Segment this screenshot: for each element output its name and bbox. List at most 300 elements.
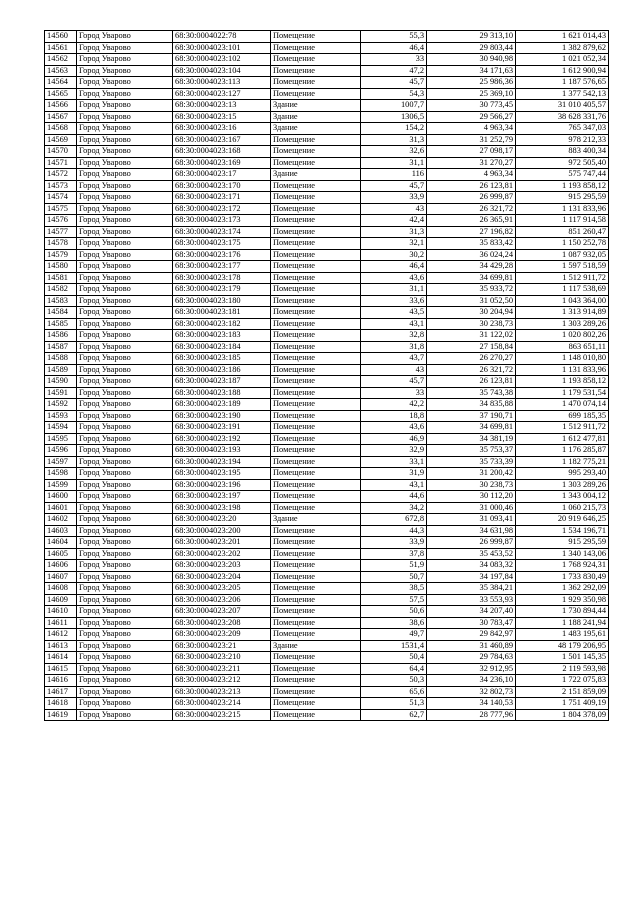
- cadastral-value-cell: 1 021 052,34: [516, 54, 609, 66]
- table-row: [45, 698, 609, 710]
- area-cell: 54,3: [361, 88, 427, 100]
- unit-value-cell: 34 197,84: [427, 571, 516, 583]
- area-cell: 31,1: [361, 157, 427, 169]
- cadastral-value-cell: 48 179 206,95: [516, 640, 609, 652]
- cadastral-value-cell: 20 919 646,25: [516, 514, 609, 526]
- cadastral-number-cell: 68:30:0004023:171: [173, 192, 271, 204]
- unit-value-cell: 4 963,34: [427, 123, 516, 135]
- locality-cell: Город Уварово: [77, 663, 173, 675]
- locality-cell: Город Уварово: [77, 226, 173, 238]
- cadastral-number-cell: 68:30:0004023:102: [173, 54, 271, 66]
- area-cell: 43: [361, 364, 427, 376]
- table-row: [45, 491, 609, 503]
- object-type-cell: Помещение: [271, 42, 361, 54]
- row-number-cell: 14593: [45, 410, 77, 422]
- cadastral-value-cell: 1 131 833,96: [516, 203, 609, 215]
- unit-value-cell: 30 204,94: [427, 307, 516, 319]
- unit-value-cell: 26 999,87: [427, 192, 516, 204]
- object-type-cell: Помещение: [271, 491, 361, 503]
- locality-cell: Город Уварово: [77, 180, 173, 192]
- unit-value-cell: 30 238,73: [427, 318, 516, 330]
- cadastral-value-cell: 1 179 531,54: [516, 387, 609, 399]
- table-row: [45, 180, 609, 192]
- area-cell: 51,3: [361, 698, 427, 710]
- unit-value-cell: 30 773,45: [427, 100, 516, 112]
- object-type-cell: Помещение: [271, 364, 361, 376]
- unit-value-cell: 34 236,10: [427, 675, 516, 687]
- locality-cell: Город Уварово: [77, 77, 173, 89]
- row-number-cell: 14611: [45, 617, 77, 629]
- row-number-cell: 14584: [45, 307, 77, 319]
- table-row: [45, 330, 609, 342]
- table-row: [45, 88, 609, 100]
- cadastral-number-cell: 68:30:0004023:172: [173, 203, 271, 215]
- unit-value-cell: 35 933,72: [427, 284, 516, 296]
- locality-cell: Город Уварово: [77, 514, 173, 526]
- object-type-cell: Помещение: [271, 468, 361, 480]
- unit-value-cell: 31 052,50: [427, 295, 516, 307]
- cadastral-value-cell: 1 512 911,72: [516, 272, 609, 284]
- locality-cell: Город Уварово: [77, 502, 173, 514]
- cadastral-number-cell: 68:30:0004023:184: [173, 341, 271, 353]
- cadastral-number-cell: 68:30:0004023:104: [173, 65, 271, 77]
- area-cell: 45,7: [361, 77, 427, 89]
- object-type-cell: Помещение: [271, 203, 361, 215]
- object-type-cell: Помещение: [271, 180, 361, 192]
- object-type-cell: Помещение: [271, 330, 361, 342]
- locality-cell: Город Уварово: [77, 594, 173, 606]
- locality-cell: Город Уварово: [77, 42, 173, 54]
- area-cell: 38,6: [361, 617, 427, 629]
- row-number-cell: 14579: [45, 249, 77, 261]
- locality-cell: Город Уварово: [77, 560, 173, 572]
- row-number-cell: 14575: [45, 203, 77, 215]
- unit-value-cell: 34 207,40: [427, 606, 516, 618]
- area-cell: 43,1: [361, 318, 427, 330]
- table-row: [45, 364, 609, 376]
- cadastral-value-cell: 1 087 932,05: [516, 249, 609, 261]
- locality-cell: Город Уварово: [77, 675, 173, 687]
- object-type-cell: Здание: [271, 100, 361, 112]
- locality-cell: Город Уварово: [77, 341, 173, 353]
- locality-cell: Город Уварово: [77, 249, 173, 261]
- table-row: [45, 617, 609, 629]
- object-type-cell: Помещение: [271, 583, 361, 595]
- row-number-cell: 14607: [45, 571, 77, 583]
- cadastral-value-cell: 1 303 289,26: [516, 318, 609, 330]
- object-type-cell: Помещение: [271, 433, 361, 445]
- unit-value-cell: 29 803,44: [427, 42, 516, 54]
- unit-value-cell: 27 158,84: [427, 341, 516, 353]
- unit-value-cell: 34 429,28: [427, 261, 516, 273]
- object-type-cell: Помещение: [271, 560, 361, 572]
- locality-cell: Город Уварово: [77, 284, 173, 296]
- locality-cell: Город Уварово: [77, 640, 173, 652]
- locality-cell: Город Уварово: [77, 571, 173, 583]
- table-row: [45, 226, 609, 238]
- unit-value-cell: 26 365,91: [427, 215, 516, 227]
- row-number-cell: 14613: [45, 640, 77, 652]
- locality-cell: Город Уварово: [77, 629, 173, 641]
- locality-cell: Город Уварово: [77, 31, 173, 43]
- object-type-cell: Здание: [271, 640, 361, 652]
- area-cell: 50,4: [361, 652, 427, 664]
- area-cell: 31,3: [361, 226, 427, 238]
- unit-value-cell: 32 912,95: [427, 663, 516, 675]
- row-number-cell: 14596: [45, 445, 77, 457]
- table-row: [45, 157, 609, 169]
- cadastral-value-cell: 1 131 833,96: [516, 364, 609, 376]
- area-cell: 33: [361, 387, 427, 399]
- unit-value-cell: 34 835,88: [427, 399, 516, 411]
- table-row: [45, 709, 609, 721]
- cadastral-value-cell: 1 020 802,26: [516, 330, 609, 342]
- object-type-cell: Помещение: [271, 318, 361, 330]
- row-number-cell: 14577: [45, 226, 77, 238]
- locality-cell: Город Уварово: [77, 617, 173, 629]
- row-number-cell: 14564: [45, 77, 77, 89]
- cadastral-value-cell: 1 929 350,98: [516, 594, 609, 606]
- locality-cell: Город Уварово: [77, 433, 173, 445]
- row-number-cell: 14562: [45, 54, 77, 66]
- cadastral-number-cell: 68:30:0004023:173: [173, 215, 271, 227]
- table-row: [45, 525, 609, 537]
- area-cell: 50,7: [361, 571, 427, 583]
- cadastral-number-cell: 68:30:0004023:16: [173, 123, 271, 135]
- object-type-cell: Помещение: [271, 307, 361, 319]
- unit-value-cell: 31 270,27: [427, 157, 516, 169]
- locality-cell: Город Уварово: [77, 686, 173, 698]
- area-cell: 1531,4: [361, 640, 427, 652]
- unit-value-cell: 28 777,96: [427, 709, 516, 721]
- object-type-cell: Помещение: [271, 537, 361, 549]
- row-number-cell: 14589: [45, 364, 77, 376]
- object-type-cell: Здание: [271, 111, 361, 123]
- object-type-cell: Помещение: [271, 226, 361, 238]
- cadastral-value-cell: 1 362 292,09: [516, 583, 609, 595]
- unit-value-cell: 31 093,41: [427, 514, 516, 526]
- locality-cell: Город Уварово: [77, 698, 173, 710]
- row-number-cell: 14601: [45, 502, 77, 514]
- area-cell: 32,1: [361, 238, 427, 250]
- cadastral-number-cell: 68:30:0004023:177: [173, 261, 271, 273]
- area-cell: 43,5: [361, 307, 427, 319]
- row-number-cell: 14608: [45, 583, 77, 595]
- object-type-cell: Помещение: [271, 215, 361, 227]
- table-row: [45, 502, 609, 514]
- table-row: [45, 445, 609, 457]
- row-number-cell: 14583: [45, 295, 77, 307]
- object-type-cell: Помещение: [271, 410, 361, 422]
- locality-cell: Город Уварово: [77, 468, 173, 480]
- object-type-cell: Здание: [271, 123, 361, 135]
- area-cell: 1007,7: [361, 100, 427, 112]
- table-row: [45, 238, 609, 250]
- object-type-cell: Помещение: [271, 663, 361, 675]
- locality-cell: Город Уварово: [77, 111, 173, 123]
- cadastral-number-cell: 68:30:0004023:209: [173, 629, 271, 641]
- table-row: [45, 571, 609, 583]
- row-number-cell: 14585: [45, 318, 77, 330]
- object-type-cell: Помещение: [271, 571, 361, 583]
- object-type-cell: Помещение: [271, 675, 361, 687]
- table-row: [45, 31, 609, 43]
- locality-cell: Город Уварово: [77, 123, 173, 135]
- object-type-cell: Помещение: [271, 146, 361, 158]
- table-row: [45, 399, 609, 411]
- cadastral-number-cell: 68:30:0004023:211: [173, 663, 271, 675]
- row-number-cell: 14569: [45, 134, 77, 146]
- locality-cell: Город Уварово: [77, 192, 173, 204]
- cadastral-value-cell: 1 612 900,94: [516, 65, 609, 77]
- unit-value-cell: 29 784,63: [427, 652, 516, 664]
- table-row: [45, 686, 609, 698]
- row-number-cell: 14576: [45, 215, 77, 227]
- cadastral-number-cell: 68:30:0004023:208: [173, 617, 271, 629]
- cadastral-value-cell: 2 119 593,98: [516, 663, 609, 675]
- cadastral-number-cell: 68:30:0004023:205: [173, 583, 271, 595]
- object-type-cell: Помещение: [271, 399, 361, 411]
- locality-cell: Город Уварово: [77, 445, 173, 457]
- unit-value-cell: 35 384,21: [427, 583, 516, 595]
- object-type-cell: Помещение: [271, 502, 361, 514]
- cadastral-number-cell: 68:30:0004023:188: [173, 387, 271, 399]
- row-number-cell: 14586: [45, 330, 77, 342]
- row-number-cell: 14568: [45, 123, 77, 135]
- unit-value-cell: 4 963,34: [427, 169, 516, 181]
- unit-value-cell: 27 196,82: [427, 226, 516, 238]
- object-type-cell: Помещение: [271, 525, 361, 537]
- cadastral-value-cell: 2 151 859,09: [516, 686, 609, 698]
- cadastral-value-cell: 1 176 285,87: [516, 445, 609, 457]
- object-type-cell: Здание: [271, 169, 361, 181]
- table-row: [45, 606, 609, 618]
- area-cell: 31,9: [361, 468, 427, 480]
- area-cell: 33,6: [361, 295, 427, 307]
- object-type-cell: Помещение: [271, 606, 361, 618]
- row-number-cell: 14610: [45, 606, 77, 618]
- row-number-cell: 14597: [45, 456, 77, 468]
- cadastral-number-cell: 68:30:0004023:215: [173, 709, 271, 721]
- row-number-cell: 14566: [45, 100, 77, 112]
- area-cell: 55,3: [361, 31, 427, 43]
- area-cell: 672,8: [361, 514, 427, 526]
- object-type-cell: Помещение: [271, 272, 361, 284]
- unit-value-cell: 35 833,42: [427, 238, 516, 250]
- locality-cell: Город Уварово: [77, 307, 173, 319]
- locality-cell: Город Уварово: [77, 100, 173, 112]
- object-type-cell: Помещение: [271, 456, 361, 468]
- table-row: [45, 111, 609, 123]
- area-cell: 64,4: [361, 663, 427, 675]
- cadastral-number-cell: 68:30:0004023:206: [173, 594, 271, 606]
- unit-value-cell: 31 252,79: [427, 134, 516, 146]
- cadastral-value-cell: 978 212,33: [516, 134, 609, 146]
- table-row: [45, 456, 609, 468]
- cadastral-value-cell: 699 185,35: [516, 410, 609, 422]
- table-row: [45, 54, 609, 66]
- area-cell: 33,1: [361, 456, 427, 468]
- table-row: [45, 629, 609, 641]
- table-row: [45, 215, 609, 227]
- table-row: [45, 594, 609, 606]
- locality-cell: Город Уварово: [77, 238, 173, 250]
- cadastral-number-cell: 68:30:0004023:204: [173, 571, 271, 583]
- object-type-cell: Помещение: [271, 686, 361, 698]
- table-row: [45, 42, 609, 54]
- cadastral-value-cell: 995 293,40: [516, 468, 609, 480]
- cadastral-value-cell: 883 400,34: [516, 146, 609, 158]
- unit-value-cell: 29 313,10: [427, 31, 516, 43]
- row-number-cell: 14605: [45, 548, 77, 560]
- cadastral-number-cell: 68:30:0004023:202: [173, 548, 271, 560]
- object-type-cell: Помещение: [271, 88, 361, 100]
- row-number-cell: 14604: [45, 537, 77, 549]
- cadastral-value-cell: 1 377 542,13: [516, 88, 609, 100]
- locality-cell: Город Уварово: [77, 318, 173, 330]
- cadastral-number-cell: 68:30:0004023:201: [173, 537, 271, 549]
- locality-cell: Город Уварово: [77, 353, 173, 365]
- locality-cell: Город Уварово: [77, 548, 173, 560]
- table-row: [45, 203, 609, 215]
- object-type-cell: Помещение: [271, 157, 361, 169]
- table-row: [45, 537, 609, 549]
- cadastral-number-cell: 68:30:0004023:113: [173, 77, 271, 89]
- locality-cell: Город Уварово: [77, 479, 173, 491]
- cadastral-number-cell: 68:30:0004023:20: [173, 514, 271, 526]
- object-type-cell: Помещение: [271, 238, 361, 250]
- object-type-cell: Здание: [271, 514, 361, 526]
- cadastral-value-cell: 1 117 914,58: [516, 215, 609, 227]
- object-type-cell: Помещение: [271, 341, 361, 353]
- locality-cell: Город Уварово: [77, 65, 173, 77]
- table-row: [45, 261, 609, 273]
- cadastral-value-cell: 863 651,11: [516, 341, 609, 353]
- locality-cell: Город Уварово: [77, 583, 173, 595]
- cadastral-value-cell: 1 597 518,59: [516, 261, 609, 273]
- row-number-cell: 14591: [45, 387, 77, 399]
- area-cell: 44,6: [361, 491, 427, 503]
- cadastral-value-cell: 38 628 331,76: [516, 111, 609, 123]
- cadastral-value-cell: 915 295,59: [516, 192, 609, 204]
- row-number-cell: 14571: [45, 157, 77, 169]
- area-cell: 116: [361, 169, 427, 181]
- area-cell: 43,7: [361, 353, 427, 365]
- object-type-cell: Помещение: [271, 652, 361, 664]
- cadastral-number-cell: 68:30:0004023:169: [173, 157, 271, 169]
- property-table: [44, 30, 609, 721]
- unit-value-cell: 31 200,42: [427, 468, 516, 480]
- cadastral-number-cell: 68:30:0004023:203: [173, 560, 271, 572]
- table-row: [45, 341, 609, 353]
- locality-cell: Город Уварово: [77, 376, 173, 388]
- table-row: [45, 192, 609, 204]
- object-type-cell: Помещение: [271, 594, 361, 606]
- cadastral-number-cell: 68:30:0004023:193: [173, 445, 271, 457]
- cadastral-value-cell: 1 512 911,72: [516, 422, 609, 434]
- cadastral-value-cell: 1 193 858,12: [516, 376, 609, 388]
- object-type-cell: Помещение: [271, 387, 361, 399]
- area-cell: 1306,5: [361, 111, 427, 123]
- area-cell: 45,7: [361, 180, 427, 192]
- table-row: [45, 387, 609, 399]
- locality-cell: Город Уварово: [77, 169, 173, 181]
- cadastral-number-cell: 68:30:0004023:101: [173, 42, 271, 54]
- table-row: [45, 318, 609, 330]
- unit-value-cell: 31 122,02: [427, 330, 516, 342]
- row-number-cell: 14619: [45, 709, 77, 721]
- area-cell: 31,3: [361, 134, 427, 146]
- locality-cell: Город Уварово: [77, 709, 173, 721]
- unit-value-cell: 34 631,98: [427, 525, 516, 537]
- row-number-cell: 14603: [45, 525, 77, 537]
- unit-value-cell: 34 699,81: [427, 422, 516, 434]
- locality-cell: Город Уварово: [77, 399, 173, 411]
- row-number-cell: 14570: [45, 146, 77, 158]
- row-number-cell: 14574: [45, 192, 77, 204]
- table-row: [45, 123, 609, 135]
- unit-value-cell: 26 999,87: [427, 537, 516, 549]
- locality-cell: Город Уварово: [77, 134, 173, 146]
- cadastral-number-cell: 68:30:0004023:195: [173, 468, 271, 480]
- cadastral-number-cell: 68:30:0004023:17: [173, 169, 271, 181]
- object-type-cell: Помещение: [271, 77, 361, 89]
- cadastral-value-cell: 1 621 014,43: [516, 31, 609, 43]
- cadastral-value-cell: 1 117 538,69: [516, 284, 609, 296]
- cadastral-value-cell: 915 295,59: [516, 537, 609, 549]
- object-type-cell: Помещение: [271, 629, 361, 641]
- table-row: [45, 272, 609, 284]
- row-number-cell: 14572: [45, 169, 77, 181]
- unit-value-cell: 35 733,39: [427, 456, 516, 468]
- table-row: [45, 353, 609, 365]
- cadastral-value-cell: 972 505,40: [516, 157, 609, 169]
- table-row: [45, 514, 609, 526]
- table-row: [45, 583, 609, 595]
- cadastral-number-cell: 68:30:0004023:187: [173, 376, 271, 388]
- unit-value-cell: 31 000,46: [427, 502, 516, 514]
- unit-value-cell: 30 238,73: [427, 479, 516, 491]
- object-type-cell: Помещение: [271, 422, 361, 434]
- cadastral-number-cell: 68:30:0004023:214: [173, 698, 271, 710]
- cadastral-value-cell: 1 612 477,81: [516, 433, 609, 445]
- object-type-cell: Помещение: [271, 445, 361, 457]
- locality-cell: Город Уварово: [77, 491, 173, 503]
- cadastral-number-cell: 68:30:0004023:174: [173, 226, 271, 238]
- cadastral-value-cell: 1 483 195,61: [516, 629, 609, 641]
- object-type-cell: Помещение: [271, 376, 361, 388]
- locality-cell: Город Уварово: [77, 295, 173, 307]
- table-row: [45, 100, 609, 112]
- cadastral-value-cell: 1 804 378,09: [516, 709, 609, 721]
- unit-value-cell: 35 743,38: [427, 387, 516, 399]
- table-row: [45, 640, 609, 652]
- area-cell: 46,4: [361, 261, 427, 273]
- row-number-cell: 14590: [45, 376, 77, 388]
- area-cell: 31,1: [361, 284, 427, 296]
- unit-value-cell: 26 123,81: [427, 180, 516, 192]
- row-number-cell: 14617: [45, 686, 77, 698]
- object-type-cell: Помещение: [271, 192, 361, 204]
- table-row: [45, 479, 609, 491]
- unit-value-cell: 34 381,19: [427, 433, 516, 445]
- cadastral-value-cell: 1 188 241,94: [516, 617, 609, 629]
- area-cell: 43,1: [361, 479, 427, 491]
- cadastral-number-cell: 68:30:0004023:210: [173, 652, 271, 664]
- area-cell: 45,7: [361, 376, 427, 388]
- row-number-cell: 14580: [45, 261, 77, 273]
- locality-cell: Город Уварово: [77, 387, 173, 399]
